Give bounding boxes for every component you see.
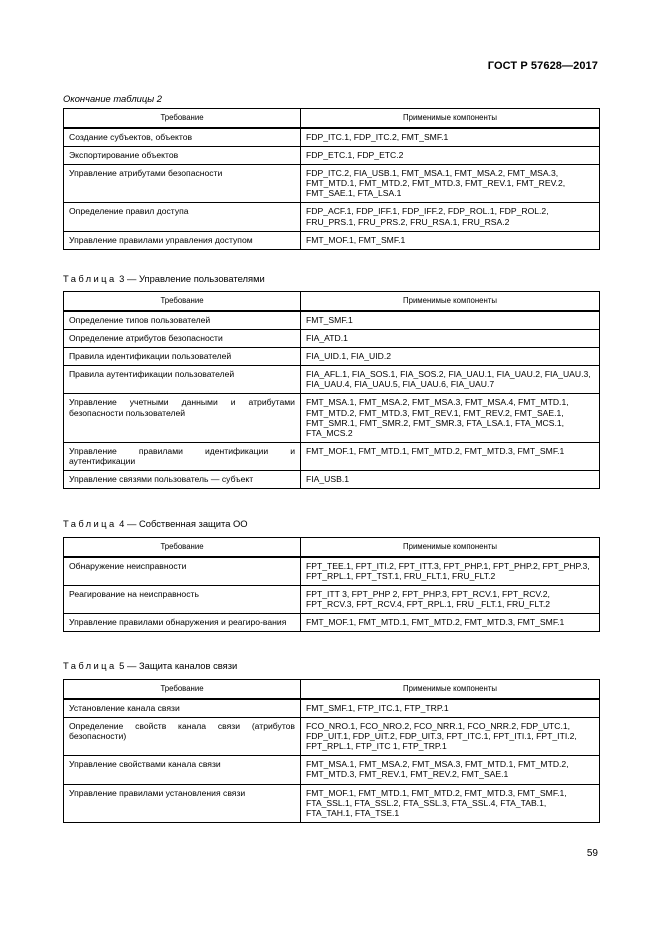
table-caption-title: — Собственная защита ОО [127,518,248,529]
components-cell: FIA_USB.1 [301,471,600,489]
requirement-cell: Установление канала связи [64,699,301,718]
components-cell: FMT_MSA.1, FMT_MSA.2, FMT_MSA.3, FMT_MTD.1, FMT_MTD.2, FMT_MTD.3, FMT_REV.1, FMT_REV.2, FMT_SAE.1 [301,756,600,784]
requirement-cell: Управление правилами идентификации и аутентификации [64,442,301,470]
table-row [64,203,600,231]
table-row [64,147,600,165]
components-cell: FIA_AFL.1, FIA_SOS.1, FIA_SOS.2, FIA_UAU.1, FIA_UAU.2, FIA_UAU.3, FIA_UAU.4, FIA_UAU.5, FIA_UAU.6, FIA_UAU.7 [301,366,600,394]
components-cell: FPT_ITT 3, FPT_PHP 2, FPT_PHP.3, FPT_RCV.1, FPT_RCV.2, FPT_RCV.3, FPT_RCV.4, FPT_RPL.1, FRU _FLT.1, FRU_FLT.2 [301,586,600,614]
table-caption-prefix: Таблица [63,660,117,671]
components-cell: FDP_ITC.2, FIA_USB.1, FMT_MSA.1, FMT_MSA.2, FMT_MSA.3, FMT_MTD.1, FMT_MTD.2, FMT_MTD.3, FMT_REV.1, FMT_REV.2, FMT_SAE.1, FTA_LSA.1 [301,165,600,203]
components-cell: FMT_SMF.1, FTP_ITC.1, FTP_TRP.1 [301,699,600,718]
table-caption-title: — Защита каналов связи [127,660,238,671]
table-caption-prefix: Таблица [63,273,117,284]
table-caption-number: 3 [119,273,125,284]
components-cell: FDP_ITC.1, FDP_ITC.2, FMT_SMF.1 [301,128,600,147]
table-header-row [64,680,600,700]
column-header-components: Применимые компоненты [301,680,600,700]
components-cell: FDP_ETC.1, FDP_ETC.2 [301,147,600,165]
components-cell: FMT_SMF.1 [301,311,600,330]
table-row [64,311,600,330]
requirement-cell: Реагирование на неисправность [64,586,301,614]
components-cell: FPT_TEE.1, FPT_ITI.2, FPT_ITT.3, FPT_PHP.1, FPT_PHP.2, FPT_PHP.3, FPT_RPL.1, FPT_TST.1, FRU_FLT.1, FRU_FLT.2 [301,557,600,586]
column-header-components: Применимые компоненты [301,109,600,129]
components-cell: FIA_UID.1, FIA_UID.2 [301,348,600,366]
column-header-requirement: Требование [64,292,301,312]
components-cell: FDP_ACF.1, FDP_IFF.1, FDP_IFF.2, FDP_ROL.1, FDP_ROL.2, FRU_PRS.1, FRU_PRS.2, FRU_RSA.1, FRU_RSA.2 [301,203,600,231]
table-4 [63,537,600,632]
requirement-cell: Управление правилами управления доступом [64,231,301,249]
components-cell: FCO_NRO.1, FCO_NRO.2, FCO_NRR.1, FCO_NRR.2, FDP_UTC.1, FDP_UIT.1, FDP_UIT.2, FDP_UIT.3, FPT_ITC.1, FPT_ITI.1, FPT_ITI.2, FPT_RPL.1, FTP_ITC 1, FTP_TRP.1 [301,718,600,756]
table-caption-prefix: Таблица [63,518,117,529]
requirement-cell: Управление правилами установления связи [64,784,301,822]
requirement-cell: Управление атрибутами безопасности [64,165,301,203]
table-row [64,756,600,784]
column-header-requirement: Требование [64,109,301,129]
table-5-caption [63,660,237,671]
column-header-components: Применимые компоненты [301,292,600,312]
table-row [64,366,600,394]
requirement-cell: Создание субъектов, объектов [64,128,301,147]
table-2-end [63,108,600,250]
requirement-cell: Управление учетными данными и атрибутами безопасности пользователей [64,394,301,442]
table-3-caption [63,273,265,284]
table-row [64,614,600,632]
requirement-cell: Правила аутентификации пользователей [64,366,301,394]
table-row [64,165,600,203]
requirement-cell: Определение типов пользователей [64,311,301,330]
table-header-row [64,538,600,558]
table-row [64,348,600,366]
table-caption-number: 4 [119,518,125,529]
requirement-cell: Управление правилами обнаружения и реагиро-вания [64,614,301,632]
table-row [64,586,600,614]
column-header-requirement: Требование [64,680,301,700]
document-standard-header: ГОСТ Р 57628—2017 [487,60,598,72]
requirement-cell: Управление свойствами канала связи [64,756,301,784]
table-row [64,442,600,470]
requirement-cell: Определение свойств канала связи (атрибутов безопасности) [64,718,301,756]
table-5 [63,679,600,823]
components-cell: FMT_MOF.1, FMT_MTD.1, FMT_MTD.2, FMT_MTD.3, FMT_SMF.1 [301,614,600,632]
table-row [64,784,600,822]
table-row [64,557,600,586]
table-row [64,128,600,147]
table-4-caption [63,518,248,529]
requirement-cell: Обнаружение неисправности [64,557,301,586]
table-header-row [64,109,600,129]
components-cell: FMT_MSA.1, FMT_MSA.2, FMT_MSA.3, FMT_MSA.4, FMT_MTD.1, FMT_MTD.2, FMT_MTD.3, FMT_REV.1, FMT_REV.2, FMT_SAE.1, FMT_SMR.1, FMT_SMR.2, FMT_SMR.3, FTA_LSA.1, FTA_MCS.1, FTA_MCS.2 [301,394,600,442]
page-number: 59 [586,848,598,859]
requirement-cell: Определение атрибутов безопасности [64,330,301,348]
components-cell: FIA_ATD.1 [301,330,600,348]
components-cell: FMT_MOF.1, FMT_MTD.1, FMT_MTD.2, FMT_MTD.3, FMT_SMF.1, FTA_SSL.1, FTA_SSL.2, FTA_SSL.3, FTA_SSL.4, FTA_TAB.1, FTA_TAH.1, FTA_TSE.1 [301,784,600,822]
table-row [64,699,600,718]
table-row [64,330,600,348]
requirement-cell: Правила идентификации пользователей [64,348,301,366]
components-cell: FMT_MOF.1, FMT_SMF.1 [301,231,600,249]
table-caption-number: 5 [119,660,125,671]
table-header-row [64,292,600,312]
column-header-components: Применимые компоненты [301,538,600,558]
table-row [64,471,600,489]
requirement-cell: Экспортирование объектов [64,147,301,165]
requirement-cell: Управление связями пользователь — субъект [64,471,301,489]
table-row [64,718,600,756]
table-3 [63,291,600,489]
column-header-requirement: Требование [64,538,301,558]
table-row [64,231,600,249]
requirement-cell: Определение правил доступа [64,203,301,231]
components-cell: FMT_MOF.1, FMT_MTD.1, FMT_MTD.2, FMT_MTD.3, FMT_SMF.1 [301,442,600,470]
table-row [64,394,600,442]
continuation-caption: Окончание таблицы 2 [63,93,162,104]
table-caption-title: — Управление пользователями [127,273,265,284]
